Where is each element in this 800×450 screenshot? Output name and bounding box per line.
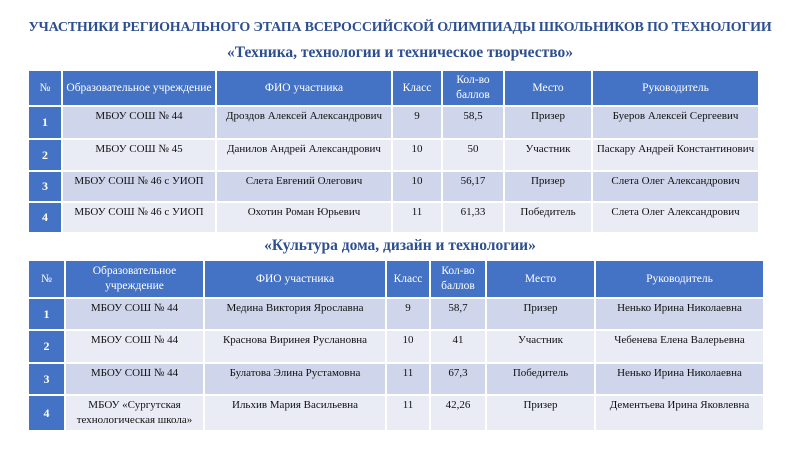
cell-grade: 9 [392,106,442,139]
cell-grade: 11 [386,395,430,431]
table-row [28,202,759,233]
cell-place: Призер [486,395,595,431]
cell-score: 58,7 [430,298,486,330]
cell-supervisor: Буеров Алексей Сергеевич [592,106,759,139]
header-supervisor: Руководитель [595,260,764,298]
cell-place: Призер [486,298,595,330]
cell-score: 41 [430,330,486,363]
cell-score: 61,33 [442,202,504,233]
cell-school: МБОУ СОШ № 45 [62,139,216,171]
cell-school: МБОУ СОШ № 44 [62,106,216,139]
header-school: Образовательное учреждение [65,260,204,298]
cell-place: Призер [504,171,592,202]
cell-grade: 10 [392,171,442,202]
cell-number: 3 [28,363,65,395]
cell-grade: 11 [392,202,442,233]
cell-number: 1 [28,106,62,139]
cell-participant: Охотин Роман Юрьевич [216,202,392,233]
cell-place: Участник [504,139,592,171]
cell-supervisor: Чебенева Елена Валерьевна [595,330,764,363]
cell-participant: Булатова Элина Рустамовна [204,363,386,395]
results-table-technics [27,69,760,234]
header-participant: ФИО участника [204,260,386,298]
header-score: Кол-во баллов [442,70,504,106]
cell-score: 58,5 [442,106,504,139]
results-table-culture [27,259,765,432]
header-number: № [28,70,62,106]
cell-school: МБОУ СОШ № 44 [65,298,204,330]
cell-participant: Данилов Андрей Александрович [216,139,392,171]
header-supervisor: Руководитель [592,70,759,106]
header-place: Место [486,260,595,298]
section-title-culture: «Культура дома, дизайн и технологии» [264,237,536,254]
cell-number: 4 [28,202,62,233]
cell-supervisor: Ненько Ирина Николаевна [595,298,764,330]
cell-school: МБОУ СОШ № 44 [65,330,204,363]
cell-supervisor: Ненько Ирина Николаевна [595,363,764,395]
cell-school: МБОУ СОШ № 44 [65,363,204,395]
cell-school: МБОУ СОШ № 46 с УИОП [62,202,216,233]
cell-participant: Дроздов Алексей Александрович [216,106,392,139]
cell-grade: 10 [392,139,442,171]
cell-number: 3 [28,171,62,202]
cell-score: 50 [442,139,504,171]
cell-place: Участник [486,330,595,363]
header-school: Образовательное учреждение [62,70,216,106]
table-row [28,106,759,139]
cell-score: 42,26 [430,395,486,431]
cell-supervisor: Слета Олег Александрович [592,202,759,233]
table-row [28,171,759,202]
cell-number: 2 [28,330,65,363]
cell-grade: 9 [386,298,430,330]
cell-participant: Слета Евгений Олегович [216,171,392,202]
cell-grade: 10 [386,330,430,363]
header-place: Место [504,70,592,106]
cell-grade: 11 [386,363,430,395]
cell-participant: Медина Виктория Ярославна [204,298,386,330]
cell-number: 1 [28,298,65,330]
cell-score: 67,3 [430,363,486,395]
header-grade: Класс [386,260,430,298]
cell-place: Призер [504,106,592,139]
cell-number: 2 [28,139,62,171]
cell-supervisor: Слета Олег Александрович [592,171,759,202]
cell-supervisor: Паскару Андрей Константинович [592,139,759,171]
section-title-technics: «Техника, технологии и техническое творчество» [227,44,573,61]
cell-participant: Краснова Виринея Руслановна [204,330,386,363]
cell-number: 4 [28,395,65,431]
table-row [28,395,764,431]
cell-participant: Ильхив Мария Васильевна [204,395,386,431]
table-row [28,139,759,171]
table-row [28,330,764,363]
table-row [28,298,764,330]
cell-place: Победитель [504,202,592,233]
cell-school: МБОУ «Сургутская технологическая школа» [65,395,204,431]
cell-school: МБОУ СОШ № 46 с УИОП [62,171,216,202]
header-row [28,260,764,298]
header-score: Кол-во баллов [430,260,486,298]
cell-score: 56,17 [442,171,504,202]
header-grade: Класс [392,70,442,106]
page-title: УЧАСТНИКИ РЕГИОНАЛЬНОГО ЭТАПА ВСЕРОССИЙСКОЙ ОЛИМПИАДЫ ШКОЛЬНИКОВ ПО ТЕХНОЛОГИИ [28,20,772,35]
header-row [28,70,759,106]
table-row [28,363,764,395]
cell-supervisor: Дементьева Ирина Яковлевна [595,395,764,431]
header-number: № [28,260,65,298]
cell-place: Победитель [486,363,595,395]
header-participant: ФИО участника [216,70,392,106]
